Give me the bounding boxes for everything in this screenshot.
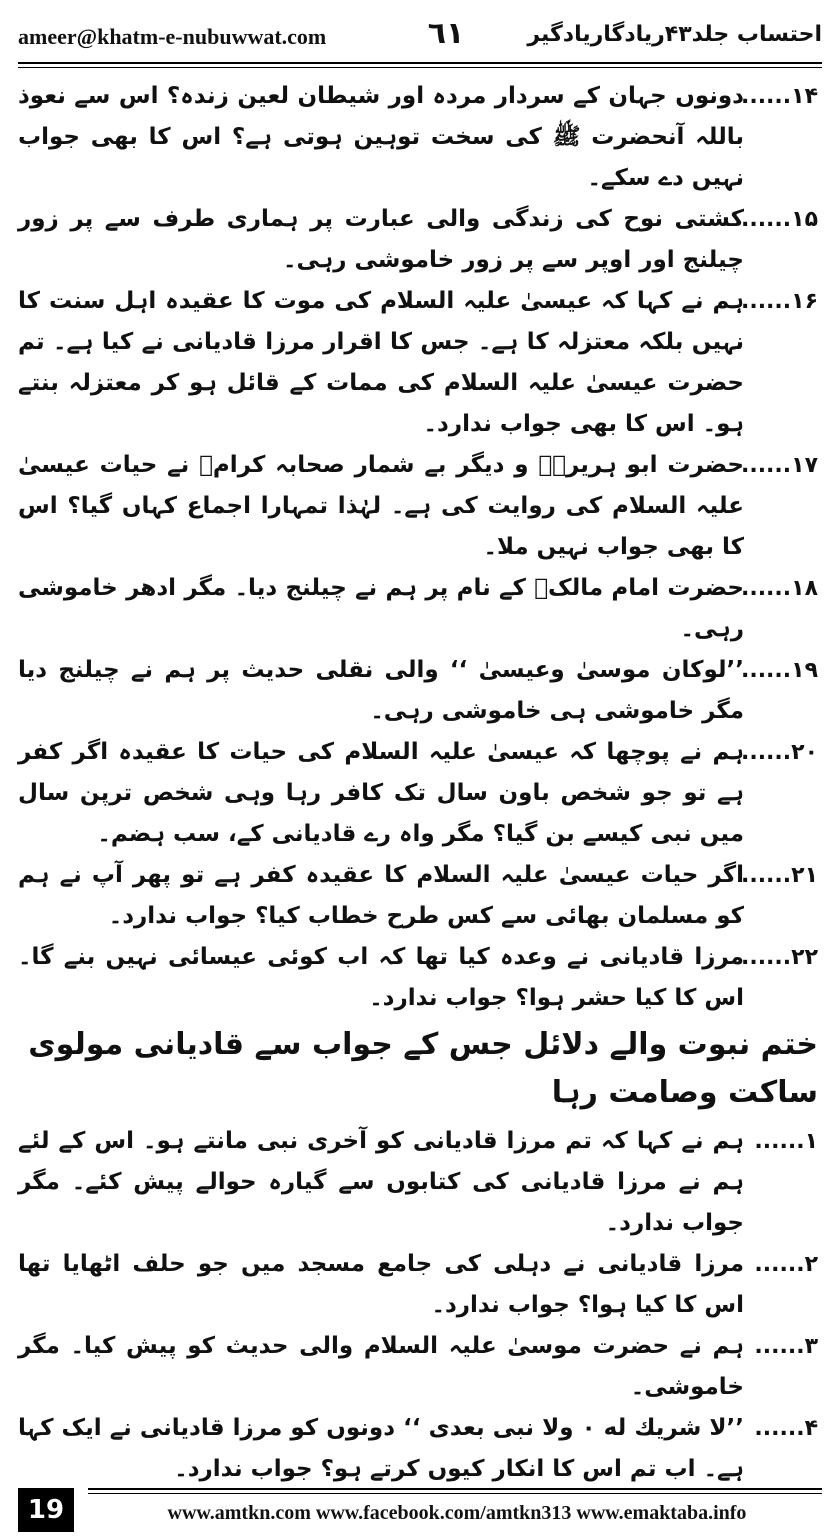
page-body [18, 76, 818, 1490]
item-text: ہم نے کہا کہ عیسیٰ علیہ السلام کی موت کا عقیدہ اہل سنت کا نہیں بلکہ معتزلہ کا ہے۔ جس کا اقرار مرزا قادیانی نے کیا ہے۔ تم حضرت عیسیٰ علیہ السلام کی ممات کے قائل ہو کر معتزلہ بنتے ہو۔ اس کا بھی جواب ندارد۔ [18, 288, 744, 437]
list-item [18, 1326, 818, 1408]
item-text: ہم نے پوچھا کہ عیسیٰ علیہ السلام کی حیات کا عقیدہ اگر کفر ہے تو جو شخص باون سال تک کافر رہا وہی شخص ترپن سال میں نبی کیسے بن گیا؟ مگر واہ رے قادیانی کے، سب ہضم۔ [18, 739, 744, 847]
item-text: دونوں جہان کے سردار مردہ اور شیطان لعین زندہ؟ اس سے نعوذ باللہ آنحضرت ﷺ کی سخت توہین ہوتی ہے؟ اس کا بھی جواب نہیں دے سکے۔ [18, 83, 744, 191]
header-title: احتساب جلد۴۳ریادگاریادگیر [527, 22, 822, 47]
list-item [18, 1244, 818, 1326]
footer-links: www.amtkn.com www.facebook.com/amtkn313 www.emaktaba.info [167, 1502, 747, 1524]
item-text: مرزا قادیانی نے وعدہ کیا تھا کہ اب کوئی عیسائی نہیں بنے گا۔ اس کا کیا حشر ہوا؟ جواب ندارد۔ [18, 944, 744, 1011]
item-number: ۱۵...... [740, 207, 818, 232]
footer-divider-thin [88, 1493, 822, 1494]
item-number: ۱۴...... [740, 84, 818, 109]
footer-divider [88, 1488, 822, 1490]
section-heading: ختم نبوت والے دلائل جس کے جواب سے قادیانی مولوی ساکت وصامت رہا [28, 1027, 818, 1110]
item-text: ’’لا شریك له ۰ ولا نبی بعدی ‘‘ دونوں کو مرزا قادیانی نے ایک کہا ہے۔ اب تم اس کا انکار کیوں کرتے ہو؟ جواب ندارد۔ [18, 1415, 744, 1482]
list-item [18, 650, 818, 732]
item-text: ہم نے کہا کہ تم مرزا قادیانی کو آخری نبی مانتے ہو۔ اس کے لئے ہم نے مرزا قادیانی کی کتابوں سے گیارہ حوالے پیش کئے۔ مگر جواب ندارد۔ [18, 1128, 744, 1236]
item-text: کشتی نوح کی زندگی والی عبارت پر ہماری طرف سے پر زور چیلنج اور اوپر سے پر زور خاموشی رہی۔ [18, 206, 744, 273]
item-number: ۱۶...... [740, 289, 818, 314]
list-item [18, 732, 818, 855]
item-text: مرزا قادیانی نے دہلی کی جامع مسجد میں جو حلف اٹھایا تھا اس کا کیا ہوا؟ جواب ندارد۔ [18, 1251, 744, 1318]
item-number: ۴...... [754, 1416, 818, 1441]
header-divider [18, 62, 822, 64]
list-item [18, 855, 818, 937]
header-page-number: ٦١ [427, 16, 465, 51]
item-number: ۱۷...... [740, 453, 818, 478]
list-item [18, 281, 818, 445]
header-divider-thin [18, 67, 822, 68]
item-number: ۱۹...... [740, 658, 818, 683]
item-number: ۲...... [754, 1252, 818, 1277]
item-text: حضرت امام مالکؒ کے نام پر ہم نے چیلنج دیا۔ مگر ادھر خاموشی رہی۔ [18, 575, 744, 642]
list-item [18, 1121, 818, 1244]
list-item [18, 199, 818, 281]
list-item [18, 76, 818, 199]
page-footer [18, 1488, 822, 1534]
list-item [18, 937, 818, 1019]
item-number: ۱...... [754, 1129, 818, 1154]
list-item [18, 445, 818, 568]
item-number: ۲۱...... [740, 863, 818, 888]
item-number: ۲۰...... [740, 740, 818, 765]
list-item [18, 568, 818, 650]
item-text: ہم نے حضرت موسیٰ علیہ السلام والی حدیث کو پیش کیا۔ مگر خاموشی۔ [18, 1333, 744, 1400]
item-number: ۳...... [754, 1334, 818, 1359]
item-text: ’’لوکان موسیٰ وعیسیٰ ‘‘ والی نقلی حدیث پر ہم نے چیلنج دیا مگر خاموشی ہی خاموشی رہی۔ [18, 657, 744, 724]
footer-page-badge: 19 [18, 1488, 74, 1532]
item-number: ۱۸...... [740, 576, 818, 601]
item-number: ۲۲...... [740, 945, 818, 970]
header-email: ameer@khatm-e-nubuwwat.com [18, 24, 327, 49]
item-text: حضرت ابو ہریرہؓ و دیگر بے شمار صحابہ کرامؓ نے حیات عیسیٰ علیہ السلام کی روایت کی ہے۔ لہٰذا تمہارا اجماع کہاں گیا؟ اس کا بھی جواب نہیں ملا۔ [18, 452, 744, 560]
item-text: اگر حیات عیسیٰ علیہ السلام کا عقیدہ کفر ہے تو پھر آپ نے ہم کو مسلمان بھائی سے کس طرح خطاب کیا؟ جواب ندارد۔ [18, 862, 744, 929]
list-item [18, 1408, 818, 1490]
page-header [18, 10, 822, 62]
